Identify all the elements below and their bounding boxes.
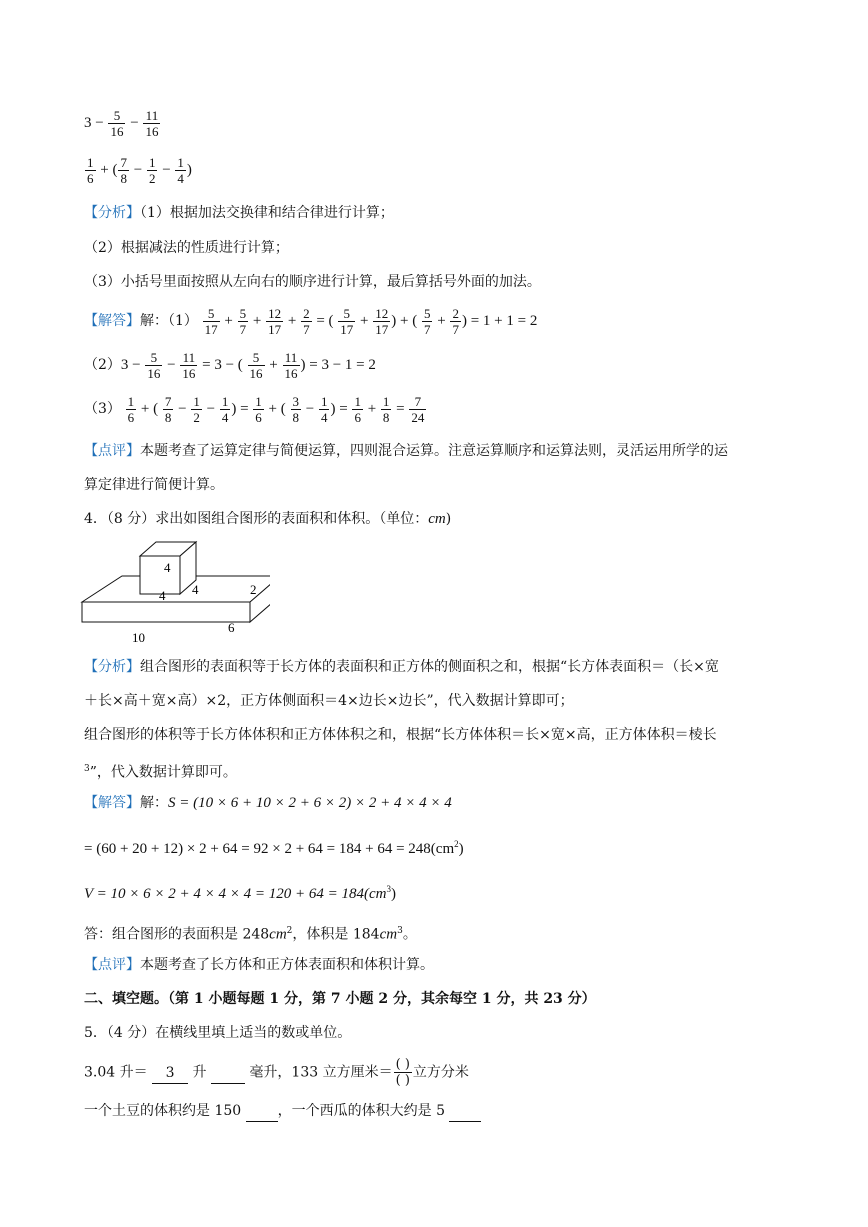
expr-3-open: + ( xyxy=(100,161,118,178)
analysis-text: （1）根据加法交换律和结合律进行计算； xyxy=(140,205,394,221)
fraction: $\frac{12}{17}$ xyxy=(375,306,389,337)
p3-analysis-2 xyxy=(84,238,289,258)
fraction: $\frac{1}{6}$ xyxy=(87,155,94,186)
answer-blank[interactable] xyxy=(211,1063,245,1084)
unit: cm xyxy=(269,926,287,943)
analysis-tag: 【分析】 xyxy=(84,205,140,221)
comment-tag: 【点评】 xyxy=(84,957,140,973)
close-paren: ) xyxy=(458,841,464,857)
sq-exponent: 2 xyxy=(454,839,459,849)
p4-answer-s2 xyxy=(84,834,464,859)
analysis-tag: 【分析】 xyxy=(84,659,140,675)
p3-answer-3: （3） $\frac{1}{6}$ + ( $\frac{7}{8}$ − $\frac{1}{2}$ − $\frac{1}{4}$ ) = $\frac{1}{6}$ + ( $\frac{3}{8}$ − $\frac{1}{4}$ ) = $\frac{1}{6}$ + $\frac{1}{8}$ = $\frac{7}{24}$ xyxy=(84,394,425,425)
p5-text: 3.04 升＝ xyxy=(84,1064,148,1081)
p4-analysis-2 xyxy=(84,691,574,711)
fraction: $\frac{5}{17}$ xyxy=(340,306,354,337)
p5-line-2 xyxy=(84,1101,481,1122)
cube-exponent: 3 xyxy=(84,764,90,774)
answer-tag: 【解答】 xyxy=(84,312,140,329)
answer-blank[interactable] xyxy=(246,1101,278,1122)
expr-3: $\frac{1}{6}$ + ( $\frac{7}{8}$ − $\frac{1}{2}$ − $\frac{1}{4}$ ) xyxy=(87,155,192,186)
comment-text: 本题考查了运算定律与简便运算，四则混合运算。注意运算顺序和运算法则，灵活运用所学的运 xyxy=(140,443,728,459)
fraction: $\frac{5}{7}$ xyxy=(239,306,247,337)
reply-text: ，体积是 184 xyxy=(292,926,380,943)
p3-comment-1 xyxy=(84,441,728,461)
p4-analysis-3 xyxy=(84,725,717,745)
p4-comment xyxy=(84,955,434,975)
p3-answer-2: （2）3 − $\frac{5}{16}$ − $\frac{11}{16}$ = 3 − ( $\frac{5}{16}$ + $\frac{11}{16}$ ) = 3 − 1 = 2 xyxy=(84,350,376,381)
reply-text: 答：组合图形的表面积是 248 xyxy=(84,926,270,943)
analysis-text: （2）根据减法的性质进行计算； xyxy=(84,240,289,256)
fraction: $\frac{5}{17}$ xyxy=(204,306,218,337)
fraction: $\frac{1}{6}$ xyxy=(354,394,361,425)
answer-2-result: = 3 − 1 = 2 xyxy=(309,356,376,373)
analysis-text: 组合图形的表面积等于长方体的表面积和正方体的侧面积之和，根据“长方体表面积＝（长×宽 xyxy=(140,659,719,675)
p5-text: 毫升，133 立方厘米＝ xyxy=(249,1064,393,1081)
p5-text: 一个土豆的体积约是 150 xyxy=(84,1103,242,1119)
fraction: $\frac{1}{4}$ xyxy=(177,155,184,186)
volume-equation: V = 10 × 6 × 2 + 4 × 4 × 4 = 120 + 64 = 184(cm xyxy=(84,886,387,902)
cuboid-figure xyxy=(80,538,270,648)
label-width: 6 xyxy=(228,620,235,635)
fraction: $\frac{5}{16}$ xyxy=(147,350,161,381)
cube-exponent: 3 xyxy=(397,926,403,936)
fraction: $\frac{7}{24}$ xyxy=(411,394,425,425)
comment-text: 本题考查了长方体和正方体表面积和体积计算。 xyxy=(140,957,434,973)
fraction: $\frac{7}{8}$ xyxy=(120,155,127,186)
fraction: $\frac{5}{16}$ xyxy=(110,108,124,139)
expr-2-lead: 3 − xyxy=(84,114,104,131)
fraction: $\frac{1}{4}$ xyxy=(320,394,328,425)
section-heading: 二、填空题。（第 1 小题每题 1 分，第 7 小题 2 分，其余每空 1 分，共 23 分） xyxy=(84,991,596,1007)
fraction: $\frac{2}{7}$ xyxy=(303,306,310,337)
p4-answer-s xyxy=(84,793,452,813)
p3-comment-2 xyxy=(84,475,224,495)
surface-equation: S = (10 × 6 + 10 × 2 + 6 × 2) × 2 + 4 × 4 × 4 xyxy=(168,795,452,811)
answer-2-prefix: （2） xyxy=(84,356,121,373)
fraction: $\frac{7}{8}$ xyxy=(164,394,172,425)
fraction: $\frac{5}{16}$ xyxy=(249,350,263,381)
fraction: $\frac{11}{16}$ xyxy=(182,350,196,381)
title-close: ) xyxy=(445,511,452,527)
answer-blank[interactable]: 3 xyxy=(152,1063,188,1084)
label-cube-depth: 4 xyxy=(192,582,199,597)
comment-text: 算定律进行简便计算。 xyxy=(84,477,224,493)
p5-title: 5．（4 分）在横线里填上适当的数或单位。 xyxy=(84,1025,352,1041)
p4-reply xyxy=(84,921,417,945)
fraction: $\frac{1}{2}$ xyxy=(193,394,200,425)
p4-answer-v xyxy=(84,879,396,904)
fraction: $\frac{1}{6}$ xyxy=(255,394,262,425)
label-cube-side: 4 xyxy=(164,560,171,575)
p3-analysis-1 xyxy=(84,203,394,223)
problem-title: 4．（8 分）求出如图组合图形的表面积和体积。（单位： xyxy=(84,511,429,527)
unit: cm xyxy=(379,926,398,943)
answer-3-prefix: （3） xyxy=(84,400,121,417)
p5-line-1 xyxy=(84,1057,469,1088)
label-cube-front: 4 xyxy=(159,588,166,603)
answer-blank[interactable] xyxy=(449,1101,481,1122)
frac-numerator: ( ) xyxy=(395,1057,410,1072)
unit: cm xyxy=(428,511,446,527)
label-height: 2 xyxy=(250,582,257,597)
fraction: $\frac{2}{7}$ xyxy=(452,306,459,337)
fraction: $\frac{11}{16}$ xyxy=(284,350,298,381)
p3-analysis-3 xyxy=(84,272,541,292)
analysis-text: ＋长×高＋宽×高）×2，正方体侧面积＝4×边长×边长”，代入数据计算即可； xyxy=(84,693,574,709)
surface-result: = (60 + 20 + 12) × 2 + 64 = 92 × 2 + 64 = 184 + 64 = 248(cm xyxy=(84,841,455,857)
p4-title xyxy=(84,509,451,529)
p4-analysis-1 xyxy=(84,657,719,677)
fraction: $\frac{11}{16}$ xyxy=(145,108,159,139)
expr-3-close: ) xyxy=(186,161,192,178)
sq-exponent: 2 xyxy=(286,926,293,936)
answer-prefix: 解：（1） xyxy=(140,312,198,329)
label-length: 10 xyxy=(132,630,145,645)
p5-text: 立方分米 xyxy=(412,1064,469,1081)
p3-answer-1: 【解答】解：（1） $\frac{5}{17}$ + $\frac{5}{7}$ + $\frac{12}{17}$ + $\frac{2}{7}$ = ( $\frac{5}{17}$ + $\frac{12}{17}$ ) + ( $\frac{5}{7}$ + $\frac{2}{7}$ ) = 1 + 1 = 2 xyxy=(84,306,538,337)
fraction: $\frac{1}{8}$ xyxy=(382,394,390,425)
p5-text: ，一个西瓜的体积大约是 5 xyxy=(277,1103,445,1119)
fraction: $\frac{5}{7}$ xyxy=(423,306,431,337)
fraction: $\frac{1}{2}$ xyxy=(148,155,156,186)
answer-1-result: = 1 + 1 = 2 xyxy=(470,312,538,329)
fraction: $\frac{1}{6}$ xyxy=(127,394,135,425)
fraction: $\frac{12}{17}$ xyxy=(268,306,282,337)
p5-text: 升 xyxy=(192,1064,207,1081)
comment-tag: 【点评】 xyxy=(84,443,140,459)
analysis-text: 组合图形的体积等于长方体体积和正方体体积之和，根据“长方体体积＝长×宽×高，正方体体积＝棱长 xyxy=(84,727,717,743)
base-front-face xyxy=(82,602,250,622)
analysis-text: ”，代入数据计算即可。 xyxy=(89,764,237,781)
analysis-text: （3）小括号里面按照从左向右的顺序进行计算，最后算括号外面的加法。 xyxy=(84,274,541,290)
frac-denominator: ( ) xyxy=(395,1073,410,1088)
close-paren: ) xyxy=(390,886,396,902)
reply-end: 。 xyxy=(402,926,417,943)
answer-tag: 【解答】 xyxy=(84,795,140,811)
fraction: $\frac{1}{4}$ xyxy=(221,394,229,425)
cube-exponent: 3 xyxy=(386,884,391,894)
answer-label: 解： xyxy=(140,795,168,811)
p4-analysis-4 xyxy=(84,759,237,783)
expr-2: 3 − $\frac{5}{16}$ − $\frac{11}{16}$ xyxy=(84,108,159,139)
fraction: $\frac{3}{8}$ xyxy=(292,394,300,425)
fraction-blank[interactable] xyxy=(394,1057,412,1088)
